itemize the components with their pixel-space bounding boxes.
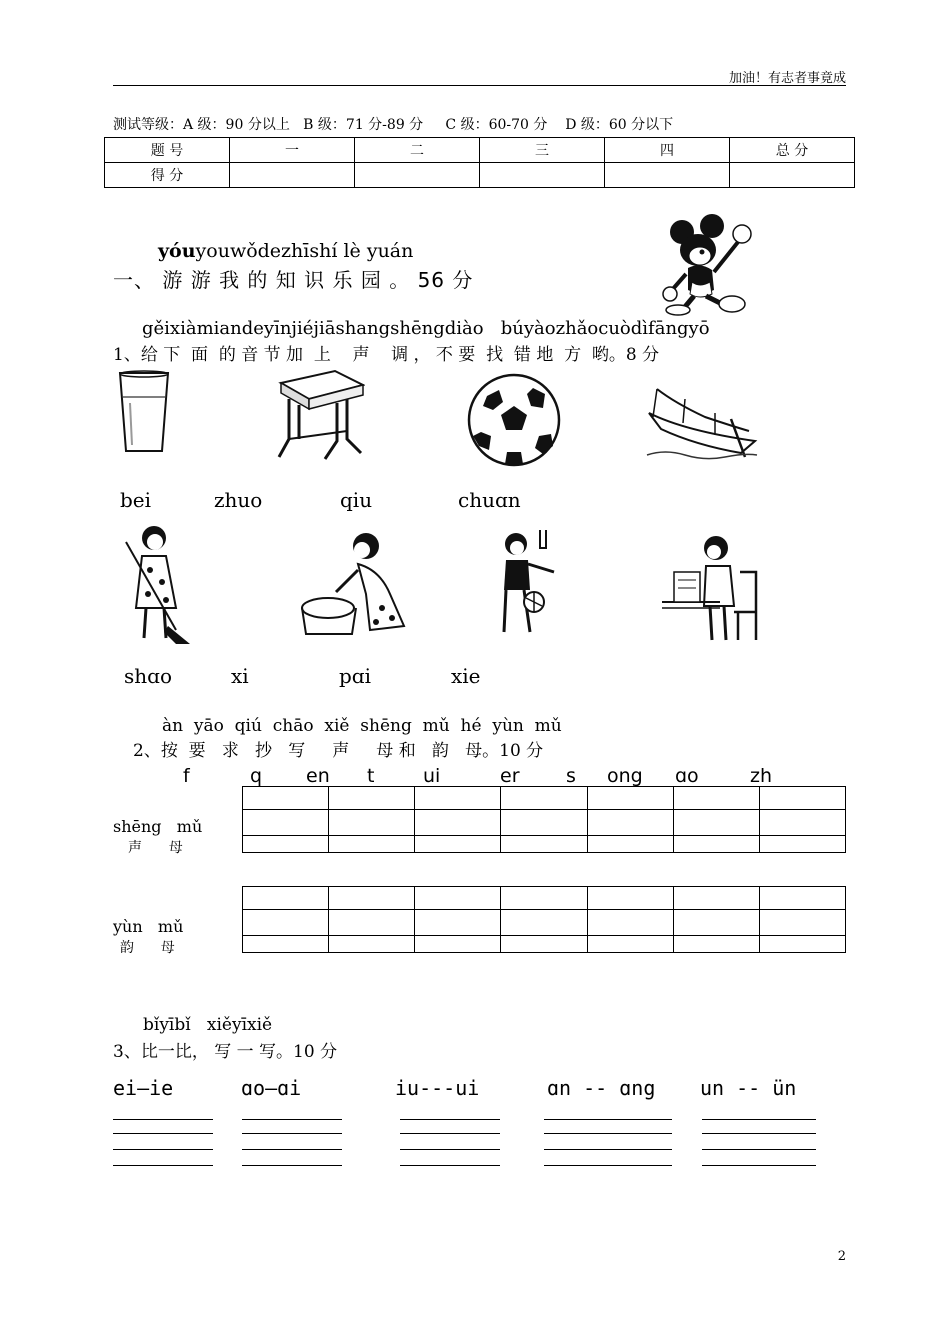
writing-line[interactable] (544, 1165, 672, 1166)
writing-line[interactable] (242, 1119, 342, 1120)
glass-cup-picture (116, 369, 172, 455)
letter: q (250, 765, 263, 787)
writing-line[interactable] (544, 1149, 672, 1150)
compare-pair: ɑn -- ɑng (547, 1076, 656, 1100)
writing-line[interactable] (242, 1133, 342, 1134)
section1-pinyin: yóuyouwǒdezhīshí lè yuán (158, 240, 414, 262)
boy-bouncing-ball-picture (490, 528, 566, 646)
q1-word: bei (120, 488, 152, 512)
writing-line[interactable] (400, 1119, 500, 1120)
page-number: 2 (837, 1249, 846, 1264)
shengmu-pinyin: shēng mǔ (113, 817, 203, 836)
q2-instruction: 2、按 要 求 抄 写 声 母 和 韵 母。10 分 (133, 741, 544, 761)
score-cell[interactable] (730, 163, 855, 188)
letter: zh (750, 765, 773, 787)
letter: ong (607, 765, 643, 787)
score-cell[interactable] (355, 163, 480, 188)
compare-pair: ei—ie (113, 1076, 174, 1100)
q1-word: xi (231, 664, 249, 688)
shengmu-label: 声 母 (128, 840, 183, 856)
writing-line[interactable] (702, 1119, 816, 1120)
compare-pair: ɑo—ɑi (241, 1076, 302, 1100)
soccer-ball-picture (467, 372, 561, 468)
score-cell[interactable] (605, 163, 730, 188)
writing-line[interactable] (113, 1133, 213, 1134)
yunmu-label: 韵 母 (120, 940, 175, 956)
header-rule (113, 85, 846, 86)
compare-pair: un -- ün (700, 1076, 797, 1100)
writing-line[interactable] (113, 1119, 213, 1120)
mickey-mouse-illustration (660, 212, 760, 316)
q1-word: chuɑn (458, 488, 521, 512)
writing-line[interactable] (242, 1165, 342, 1166)
q1-instruction: 1、给 下 面 的 音 节 加 上 声 调 ， 不 要 找 错 地 方 哟。8 分 (113, 345, 660, 365)
yunmu-pinyin: yùn mǔ (113, 917, 184, 936)
score-cell[interactable] (480, 163, 605, 188)
boy-writing-picture (660, 532, 764, 644)
letter: ɑo (675, 765, 699, 787)
yunmu-writing-grid[interactable] (242, 886, 846, 953)
writing-line[interactable] (702, 1149, 816, 1150)
score-cell[interactable] (230, 163, 355, 188)
letter: s (566, 765, 576, 787)
girl-washing-picture (300, 530, 408, 638)
score-header-cell: 二 (355, 138, 480, 163)
grade-levels: 测试等级：A 级：90 分以上 B 级：71 分-89 分 C 级：60-70 分 D 级：60 分以下 (113, 117, 674, 133)
writing-line[interactable] (242, 1149, 342, 1150)
writing-line[interactable] (702, 1133, 816, 1134)
score-header-cell: 题 号 (105, 138, 230, 163)
score-row-label: 得 分 (105, 163, 230, 188)
score-header-cell: 四 (605, 138, 730, 163)
writing-line[interactable] (113, 1165, 213, 1166)
girl-sweeping-picture (118, 522, 194, 646)
boat-picture (645, 383, 759, 465)
writing-line[interactable] (544, 1119, 672, 1120)
shengmu-writing-grid[interactable] (242, 786, 846, 853)
q1-word: xie (451, 664, 481, 688)
q1-word: zhuo (214, 488, 263, 512)
letter: en (306, 765, 330, 787)
section1-title: 一、 游 游 我 的 知 识 乐 园 。 56 分 (113, 268, 474, 292)
writing-line[interactable] (400, 1133, 500, 1134)
score-header-cell: 一 (230, 138, 355, 163)
score-header-cell: 总 分 (730, 138, 855, 163)
writing-line[interactable] (400, 1149, 500, 1150)
q3-instruction: 3、比一比， 写 一 写。10 分 (113, 1042, 338, 1062)
q1-word: qiu (340, 488, 373, 512)
letter: t (367, 765, 375, 787)
desk-picture (275, 369, 365, 463)
header-motto: 加油！有志者事竟成 (728, 71, 846, 86)
letter: f (183, 765, 190, 787)
score-header-cell: 三 (480, 138, 605, 163)
score-table (104, 137, 855, 188)
writing-line[interactable] (400, 1165, 500, 1166)
q1-word: pɑi (339, 664, 372, 688)
writing-line[interactable] (544, 1133, 672, 1134)
q3-pinyin: bǐyībǐ xiěyīxiě (143, 1015, 273, 1035)
letter: ui (423, 765, 441, 787)
q1-word: shɑo (124, 664, 172, 688)
compare-pair: iu---ui (395, 1076, 480, 1100)
writing-line[interactable] (113, 1149, 213, 1150)
letter: er (500, 765, 520, 787)
q2-pinyin: àn yāo qiú chāo xiě shēng mǔ hé yùn mǔ (162, 716, 562, 736)
q1-pinyin: gěixiàmiandeyīnjiéjiāshangshēngdiào búyàozhǎocuòdìfāngyō (142, 318, 710, 339)
writing-line[interactable] (702, 1165, 816, 1166)
